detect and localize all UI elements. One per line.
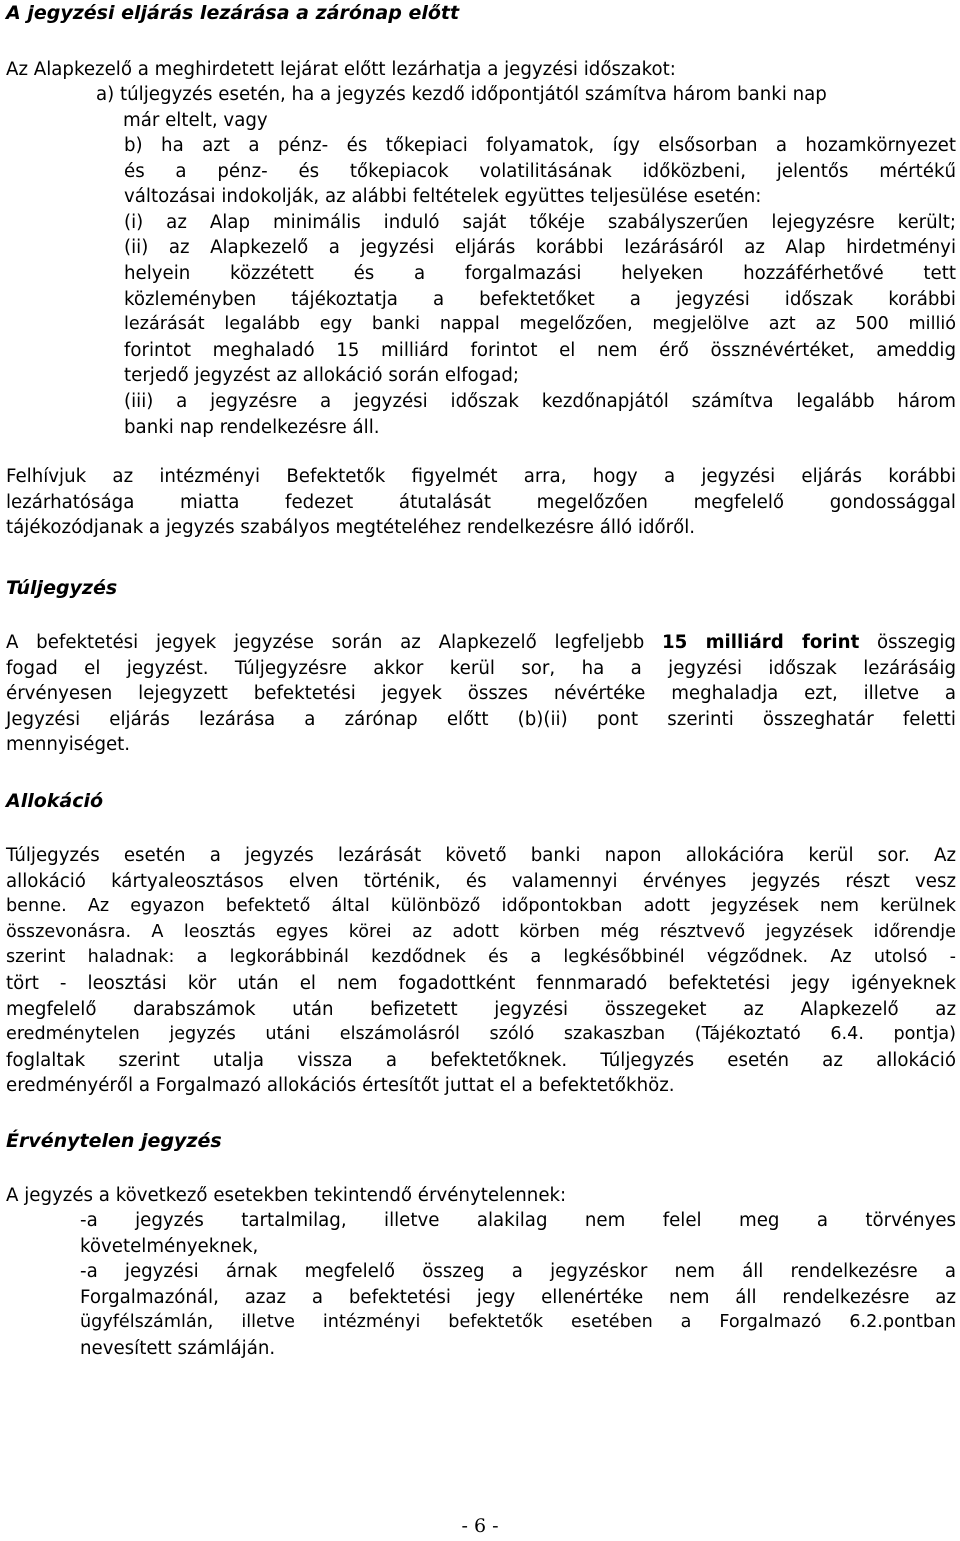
allocation-line: eredménytelen jegyzés utáni elszámolásról szóló szakaszban (Tájékoztató 6.4. pontja) xyxy=(6,1024,956,1045)
closing-item-b-line: helyein közzétett és a forgalmazási helyeken hozzáférhetővé tett xyxy=(124,262,956,284)
invalid-list-line: -a jegyzés tartalmilag, illetve alakilag nem felel meg a törvényes xyxy=(80,1210,956,1231)
closing-item-b-line: b) ha azt a pénz- és tőkepiaci folyamatok, így elsősorban a hozamkörnyezet xyxy=(124,135,956,156)
closing-item-b xyxy=(124,133,956,440)
closing-item-b-line: (ii) az Alapkezelő a jegyzési eljárás korábbi lezárásáról az Alap hirdetményi xyxy=(124,237,956,259)
oversubscription-line: fogad el jegyzést. Túljegyzésre akkor kerül sor, ha a jegyzési időszak lezárásáig xyxy=(6,657,956,679)
closing-intro-text: Az Alapkezelő a meghirdetett lejárat előtt lezárhatja a jegyzési időszakot: xyxy=(6,59,676,80)
closing-notice-line: tájékozódjanak a jegyzés szabályos megtételéhez rendelkezésre álló időről. xyxy=(6,517,696,539)
oversubscription-line: érvényesen lejegyzett befektetési jegyek összes névértéke meghaladja ezt, illetve a xyxy=(6,683,956,705)
oversubscription-line: mennyiséget. xyxy=(6,734,131,756)
allocation-line: összevonásra. A leosztás egyes körei az adott körben még résztvevő jegyzések időrendje xyxy=(6,921,956,942)
section-heading-invalid: Érvénytelen jegyzés xyxy=(6,1130,222,1152)
oversubscription-paragraph xyxy=(6,630,956,758)
closing-notice-line: Felhívjuk az intézményi Befektetők figyelmét arra, hogy a jegyzési eljárás korábbi xyxy=(6,466,956,487)
closing-item-a-line-1: a) túljegyzés esetén, ha a jegyzés kezdő időpontjától számítva három banki nap xyxy=(96,84,827,105)
allocation-line: szerint haladnak: a legkorábbinál kezdődnek és a legkésőbbinél végződnek. Az utolsó - xyxy=(6,947,956,968)
closing-item-b-line: lezárását legalább egy banki nappal megelőzően, megjelölve azt az 500 millió xyxy=(124,314,956,335)
allocation-line: eredményéről a Forgalmazó allokációs értesítőt juttat el a befektetőkhöz. xyxy=(6,1075,675,1097)
closing-intro xyxy=(6,57,956,83)
invalid-list-line: Forgalmazónál, azaz a befektetési jegy ellenértéke nem áll rendelkezésre az xyxy=(80,1286,956,1308)
allocation-line: megfelelő darabszámok után befizetett jegyzési összegeket az Alapkezelő az xyxy=(6,998,956,1020)
invalid-intro-text: A jegyzés a következő esetekben tekintendő érvénytelennek: xyxy=(6,1185,567,1206)
closing-item-b-line: forintot meghaladó 15 milliárd forintot el nem érő össznévértéket, ameddig xyxy=(124,339,956,361)
closing-item-b-line: banki nap rendelkezésre áll. xyxy=(124,416,380,438)
oversubscription-text: összegig xyxy=(859,632,956,653)
allocation-line: benne. Az egyazon befektető által különböző időpontokban adott jegyzések nem kerülnek xyxy=(6,896,956,917)
allocation-paragraph xyxy=(6,843,956,1099)
oversubscription-line: Jegyzési eljárás lezárása a zárónap előtt (b)(ii) pont szerinti összeghatár feletti xyxy=(6,708,956,730)
closing-item-b-line: (iii) a jegyzésre a jegyzési időszak kezdőnapjától számítva legalább három xyxy=(124,390,956,412)
invalid-list-line: nevesített számláján. xyxy=(80,1337,276,1359)
section-heading-oversubscription: Túljegyzés xyxy=(6,577,118,599)
closing-item-a xyxy=(96,82,956,133)
closing-item-b-line: közleményben tájékoztatja a befektetőket a jegyzési időszak korábbi xyxy=(124,288,956,310)
allocation-line: foglaltak szerint utalja vissza a befektetőknek. Túljegyzés esetén az allokáció xyxy=(6,1049,956,1071)
section-heading-allocation: Allokáció xyxy=(6,790,104,812)
invalid-list-line: ügyfélszámlán, illetve intézményi befektetők esetében a Forgalmazó 6.2.pontban xyxy=(80,1312,956,1333)
allocation-line: tört - leosztási kör után el nem fogadottként fennmaradó befektetési jegy igényeknek xyxy=(6,972,956,994)
closing-notice-line: lezárhatósága miatta fedezet átutalását megelőzően megfelelő gondossággal xyxy=(6,491,956,513)
closing-item-b-line: (i) az Alap minimális induló saját tőkéje szabályszerűen lejegyzésre került; xyxy=(124,211,956,233)
closing-item-b-line: változásai indokolják, az alábbi feltételek együttes teljesülése esetén: xyxy=(124,186,762,208)
allocation-line: allokáció kártyaleosztásos elven történik, és valamennyi érvényes jegyzés részt vesz xyxy=(6,870,956,892)
invalid-list xyxy=(80,1208,956,1362)
closing-item-b-line: terjedő jegyzést az allokáció során elfogad; xyxy=(124,365,520,387)
document-title: A jegyzési eljárás lezárása a zárónap előtt xyxy=(6,2,460,24)
invalid-list-line: követelményeknek, xyxy=(80,1235,259,1257)
page-number: - 6 - xyxy=(461,1515,499,1537)
invalid-intro xyxy=(6,1183,956,1209)
allocation-line: Túljegyzés esetén a jegyzés lezárását követő banki napon allokációra kerül sor. Az xyxy=(6,845,956,866)
oversubscription-text: A befektetési jegyek jegyzése során az Alapkezelő legfeljebb xyxy=(6,632,662,653)
invalid-list-line: -a jegyzési árnak megfelelő összeg a jegyzéskor nem áll rendelkezésre a xyxy=(80,1261,956,1283)
closing-item-a-line-2: már eltelt, vagy xyxy=(123,109,268,131)
closing-item-b-line: és a pénz- és tőkepiacok volatilitásának időközbeni, jelentős mértékű xyxy=(124,160,956,182)
oversubscription-limit: 15 milliárd forint xyxy=(661,632,860,653)
closing-notice xyxy=(6,464,956,541)
oversubscription-first-line xyxy=(6,630,956,656)
